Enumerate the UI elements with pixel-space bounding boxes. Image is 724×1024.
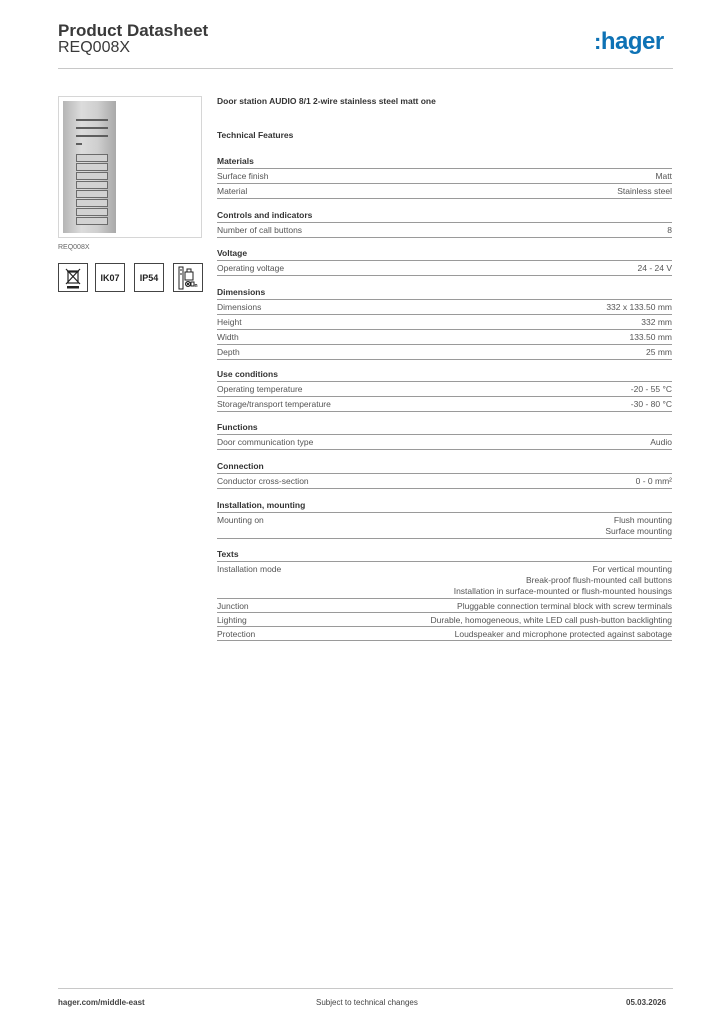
spec-value: 25 mm xyxy=(646,347,672,357)
spec-value: 332 mm xyxy=(641,317,672,327)
spec-label: Protection xyxy=(217,629,256,639)
spec-label: Depth xyxy=(217,347,240,357)
section-title: Texts xyxy=(217,549,239,559)
call-button xyxy=(76,217,108,225)
spec-value: For vertical mounting xyxy=(592,564,672,574)
spec-value: Break-proof flush-mounted call buttons xyxy=(526,575,672,585)
product-title: Door station AUDIO 8/1 2-wire stainless steel matt one xyxy=(217,96,436,106)
spec-label: Width xyxy=(217,332,239,342)
section-title: Functions xyxy=(217,422,258,432)
spec-value: Audio xyxy=(650,437,672,447)
spec-value: Durable, homogeneous, white LED call push-button backlighting xyxy=(430,615,672,625)
section-connection xyxy=(217,459,672,489)
spec-row xyxy=(217,612,672,626)
spec-label: Conductor cross-section xyxy=(217,476,309,486)
call-button xyxy=(76,181,108,189)
spec-row xyxy=(217,473,672,488)
section-use-conditions xyxy=(217,367,672,412)
footer-notice: Subject to technical changes xyxy=(316,998,418,1007)
row-divider xyxy=(217,359,672,360)
spec-value: 133.50 mm xyxy=(629,332,672,342)
spec-row xyxy=(217,168,672,183)
section-title: Use conditions xyxy=(217,369,278,379)
spec-label: Number of call buttons xyxy=(217,225,303,235)
footer-website[interactable]: hager.com/middle-east xyxy=(58,998,145,1007)
microphone-slot xyxy=(76,143,82,145)
spec-label: Dimensions xyxy=(217,302,262,312)
call-button xyxy=(76,154,108,162)
section-title: Dimensions xyxy=(217,287,266,297)
spec-label: Material xyxy=(217,186,248,196)
call-button xyxy=(76,190,108,198)
header-divider xyxy=(58,68,673,69)
section-title: Materials xyxy=(217,156,254,166)
spec-row xyxy=(217,222,672,237)
product-image xyxy=(58,96,202,238)
spec-row xyxy=(217,626,672,640)
spec-row xyxy=(217,434,672,449)
spec-row xyxy=(217,329,672,344)
spec-value: Loudspeaker and microphone protected against sabotage xyxy=(454,629,672,639)
weee-bin-icon xyxy=(58,263,88,292)
call-button xyxy=(76,208,108,216)
section-texts xyxy=(217,547,672,641)
speaker-slot xyxy=(76,135,108,137)
logo-mark: : xyxy=(594,29,601,54)
spec-row xyxy=(217,396,672,411)
section-title: Voltage xyxy=(217,248,248,258)
spec-row xyxy=(217,381,672,396)
product-code: REQ008X xyxy=(58,39,131,56)
spec-label: Lighting xyxy=(217,615,247,625)
svg-text:n: n xyxy=(194,282,198,289)
spec-row xyxy=(217,344,672,359)
spec-label: Operating voltage xyxy=(217,263,285,273)
row-divider xyxy=(217,449,672,450)
header-title: Product Datasheet xyxy=(58,21,209,40)
section-voltage xyxy=(217,246,672,276)
spec-row xyxy=(217,260,672,275)
spec-value: Matt xyxy=(655,171,672,181)
speaker-slot xyxy=(76,119,108,121)
spec-value: Flush mounting xyxy=(613,515,672,525)
spec-row xyxy=(217,299,672,314)
ik-rating-badge: IK07 xyxy=(95,263,125,292)
spec-value: Installation in surface-mounted or flush-mounted housings xyxy=(453,586,672,596)
row-divider xyxy=(217,275,672,276)
spec-value: -30 - 80 °C xyxy=(630,399,672,409)
row-divider xyxy=(217,411,672,412)
section-title: Installation, mounting xyxy=(217,500,306,510)
call-button xyxy=(76,163,108,171)
spec-value: Surface mounting xyxy=(605,526,672,536)
section-title: Controls and indicators xyxy=(217,210,313,220)
spec-value: 0 - 0 mm² xyxy=(635,476,672,486)
call-button xyxy=(76,172,108,180)
spec-label: Surface finish xyxy=(217,171,269,181)
door-station-panel xyxy=(63,101,116,233)
call-button xyxy=(76,199,108,207)
spec-label: Door communication type xyxy=(217,437,314,447)
footer-divider xyxy=(58,988,673,989)
spec-value: Pluggable connection terminal block with screw terminals xyxy=(457,601,672,611)
spec-label: Operating temperature xyxy=(217,384,303,394)
spec-value: -20 - 55 °C xyxy=(630,384,672,394)
spec-row xyxy=(217,512,672,538)
spec-label: Height xyxy=(217,317,242,327)
row-divider xyxy=(217,198,672,199)
spec-row xyxy=(217,314,672,329)
spec-row xyxy=(217,598,672,612)
section-functions xyxy=(217,420,672,450)
spec-label: Installation mode xyxy=(217,564,282,574)
image-caption: REQ008X xyxy=(58,244,90,251)
spec-row xyxy=(217,561,672,598)
spec-value: 8 xyxy=(667,225,672,235)
logo-text: hager xyxy=(600,28,664,55)
row-divider xyxy=(217,538,672,539)
section-title: Connection xyxy=(217,461,264,471)
spec-row xyxy=(217,183,672,198)
row-divider xyxy=(217,488,672,489)
section-materials xyxy=(217,154,672,199)
spec-label: Storage/transport temperature xyxy=(217,399,331,409)
spec-label: Mounting on xyxy=(217,515,264,525)
footer-date: 05.03.2026 xyxy=(626,998,667,1007)
row-divider xyxy=(217,640,672,641)
flush-mounting-icon xyxy=(173,263,203,292)
section-controls xyxy=(217,208,672,238)
section-dimensions xyxy=(217,285,672,360)
spec-value: 24 - 24 V xyxy=(637,263,672,273)
speaker-slot xyxy=(76,127,108,129)
hager-logo xyxy=(594,28,664,56)
spec-value: Stainless steel xyxy=(617,186,672,196)
spec-label: Junction xyxy=(217,601,249,611)
ip-rating-badge: IP54 xyxy=(134,263,164,292)
row-divider xyxy=(217,237,672,238)
features-heading: Technical Features xyxy=(217,130,294,140)
section-installation xyxy=(217,498,672,539)
spec-value: 332 x 133.50 mm xyxy=(606,302,672,312)
